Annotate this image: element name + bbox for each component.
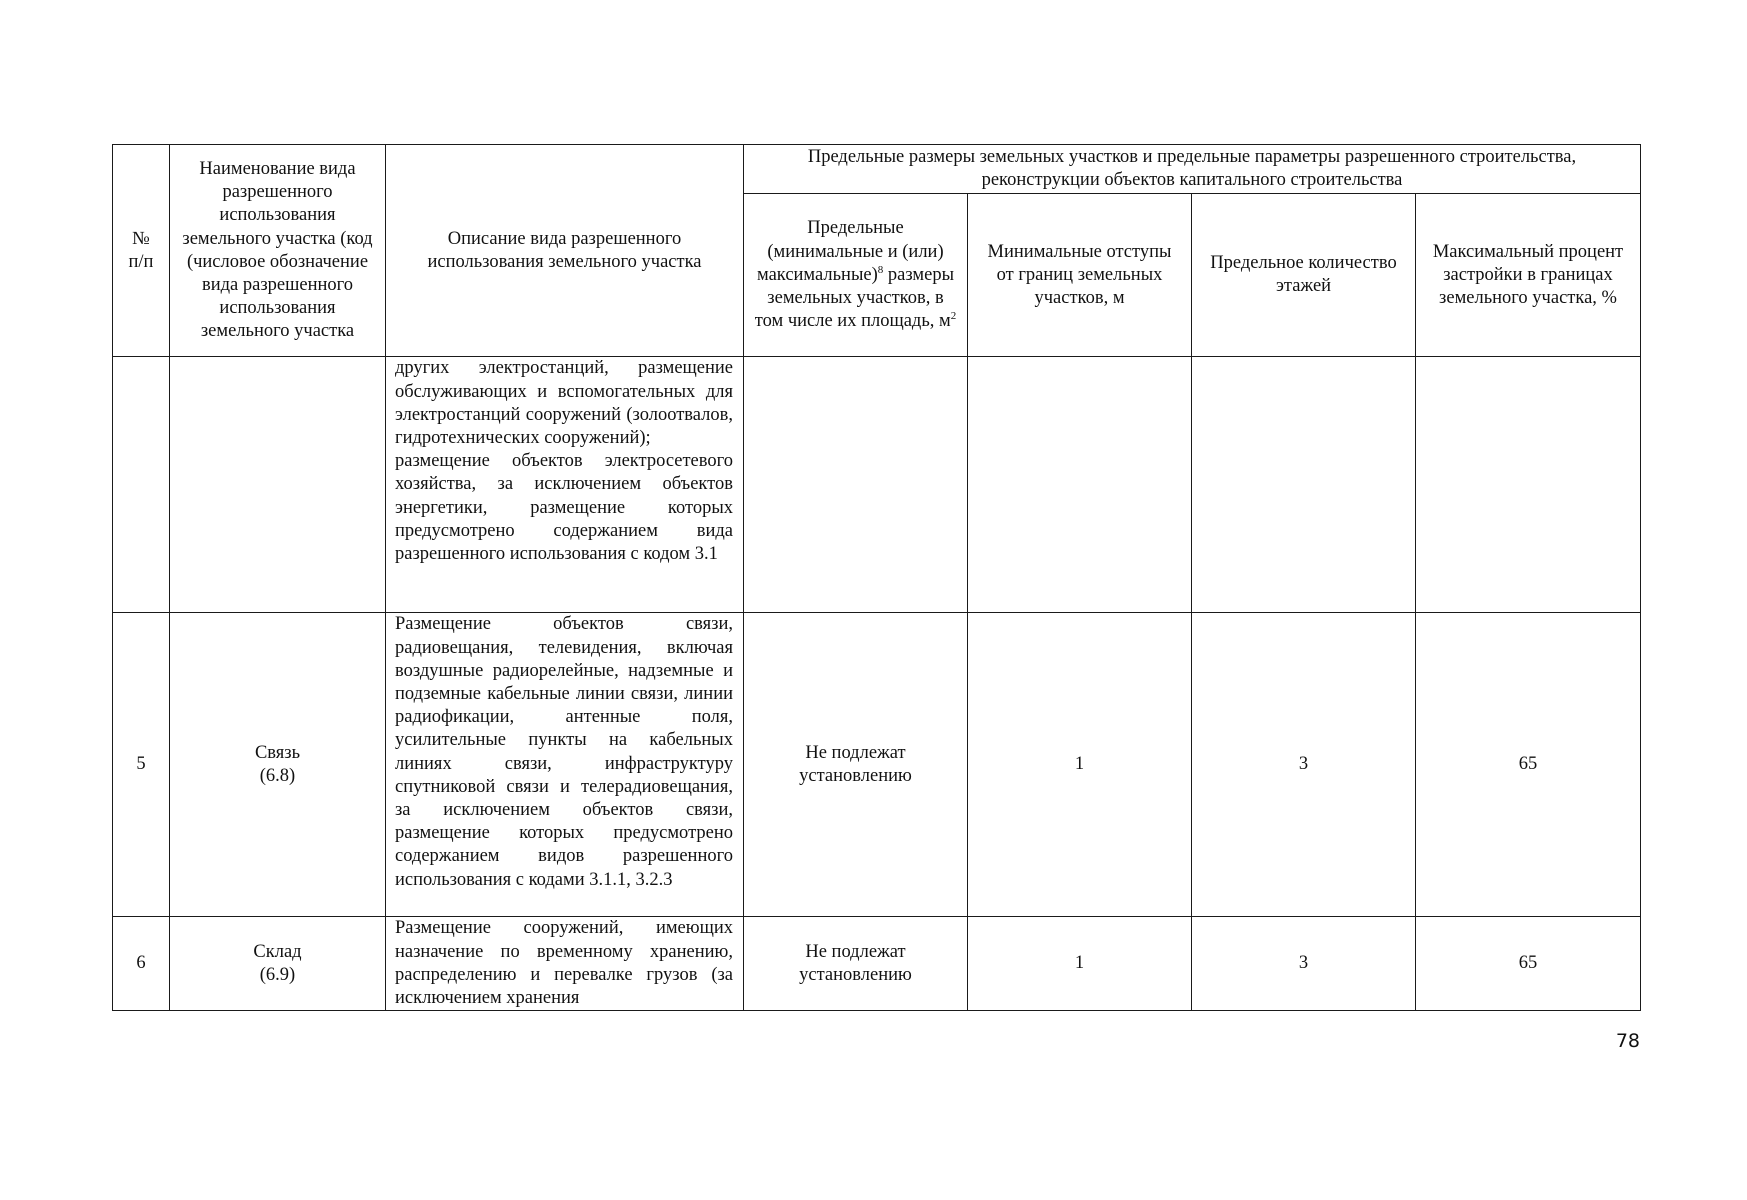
row-max-coverage: 65 — [1416, 917, 1641, 1011]
header-max-floors: Предельное количество этажей — [1192, 194, 1416, 357]
row-max-coverage — [1416, 357, 1641, 613]
table-row — [113, 357, 1641, 613]
row-plot-size: Не подлежат установлению — [744, 917, 968, 1011]
header-number: № п/п — [113, 145, 170, 357]
row-number: 6 — [113, 917, 170, 1011]
row-min-setback — [968, 357, 1192, 613]
row-max-coverage: 65 — [1416, 613, 1641, 917]
row-description — [386, 917, 744, 1011]
row-min-setback: 1 — [968, 917, 1192, 1011]
row-use-type-name: Склад (6.9) — [170, 917, 386, 1011]
row-description — [386, 613, 744, 917]
row-description — [386, 357, 744, 613]
header-use-type-name: Наименование вида разрешенного использования земельного участка (код (числовое обозначение вида разрешенного использования земельного участка — [170, 145, 386, 357]
row-description-para: Размещение объектов связи, радиовещания, телевидения, включая воздушные радиорелейные, надземные и подземные кабельные линии связи, линии радиофикации, антенные поля, усилительные пункты на кабельных линиях связи, инфраструктуру спутниковой связи и телерадиовещания, за исключением объектов связи, размещение которых предусмотрено содержанием видов разрешенного использования с кодами 3.1.1, 3.2.3 — [395, 614, 733, 890]
row-description-para: других электростанций, размещение обслуживающих и вспомогательных для электростанций сооружений (золоотвалов, гидротехнических сооружений); — [395, 358, 733, 449]
header-plot-size-footnote: 8 — [877, 263, 884, 276]
row-min-setback: 1 — [968, 613, 1192, 917]
header-use-type-description: Описание вида разрешенного использования земельного участка — [386, 145, 744, 357]
header-plot-size-unit-sup: 2 — [950, 310, 957, 323]
header-limits-group: Предельные размеры земельных участков и предельные параметры разрешенного строительства, реконструкции объектов капитального строительства — [744, 145, 1641, 194]
header-min-setback: Минимальные отступы от границ земельных участков, м — [968, 194, 1192, 357]
row-number — [113, 357, 170, 613]
row-plot-size — [744, 357, 968, 613]
row-plot-size: Не подлежат установлению — [744, 613, 968, 917]
row-max-floors: 3 — [1192, 613, 1416, 917]
row-max-floors: 3 — [1192, 917, 1416, 1011]
row-max-floors — [1192, 357, 1416, 613]
land-use-table — [112, 144, 1641, 1011]
row-description-para: размещение объектов электросетевого хозяйства, за исключением объектов энергетики, размещение которых предусмотрено содержанием вида разрешенного использования с кодом 3.1 — [395, 451, 733, 565]
row-use-type-name — [170, 357, 386, 613]
header-max-coverage: Максимальный процент застройки в границах земельного участка, % — [1416, 194, 1641, 357]
header-plot-size — [744, 194, 968, 357]
page-number: 78 — [1615, 1030, 1640, 1052]
header-plot-size-text-a: Предельные (минимальные и (или) максимальные) — [757, 218, 944, 285]
row-number: 5 — [113, 613, 170, 917]
row-use-type-name: Связь (6.8) — [170, 613, 386, 917]
table-row — [113, 613, 1641, 917]
row-description-para: Размещение сооружений, имеющих назначение по временному хранению, распределению и перевалке грузов (за исключением хранения — [395, 918, 733, 1009]
header-plot-size-text-b: размеры земельных участков, в том числе их площадь, м — [754, 264, 954, 332]
table-row — [113, 917, 1641, 1011]
